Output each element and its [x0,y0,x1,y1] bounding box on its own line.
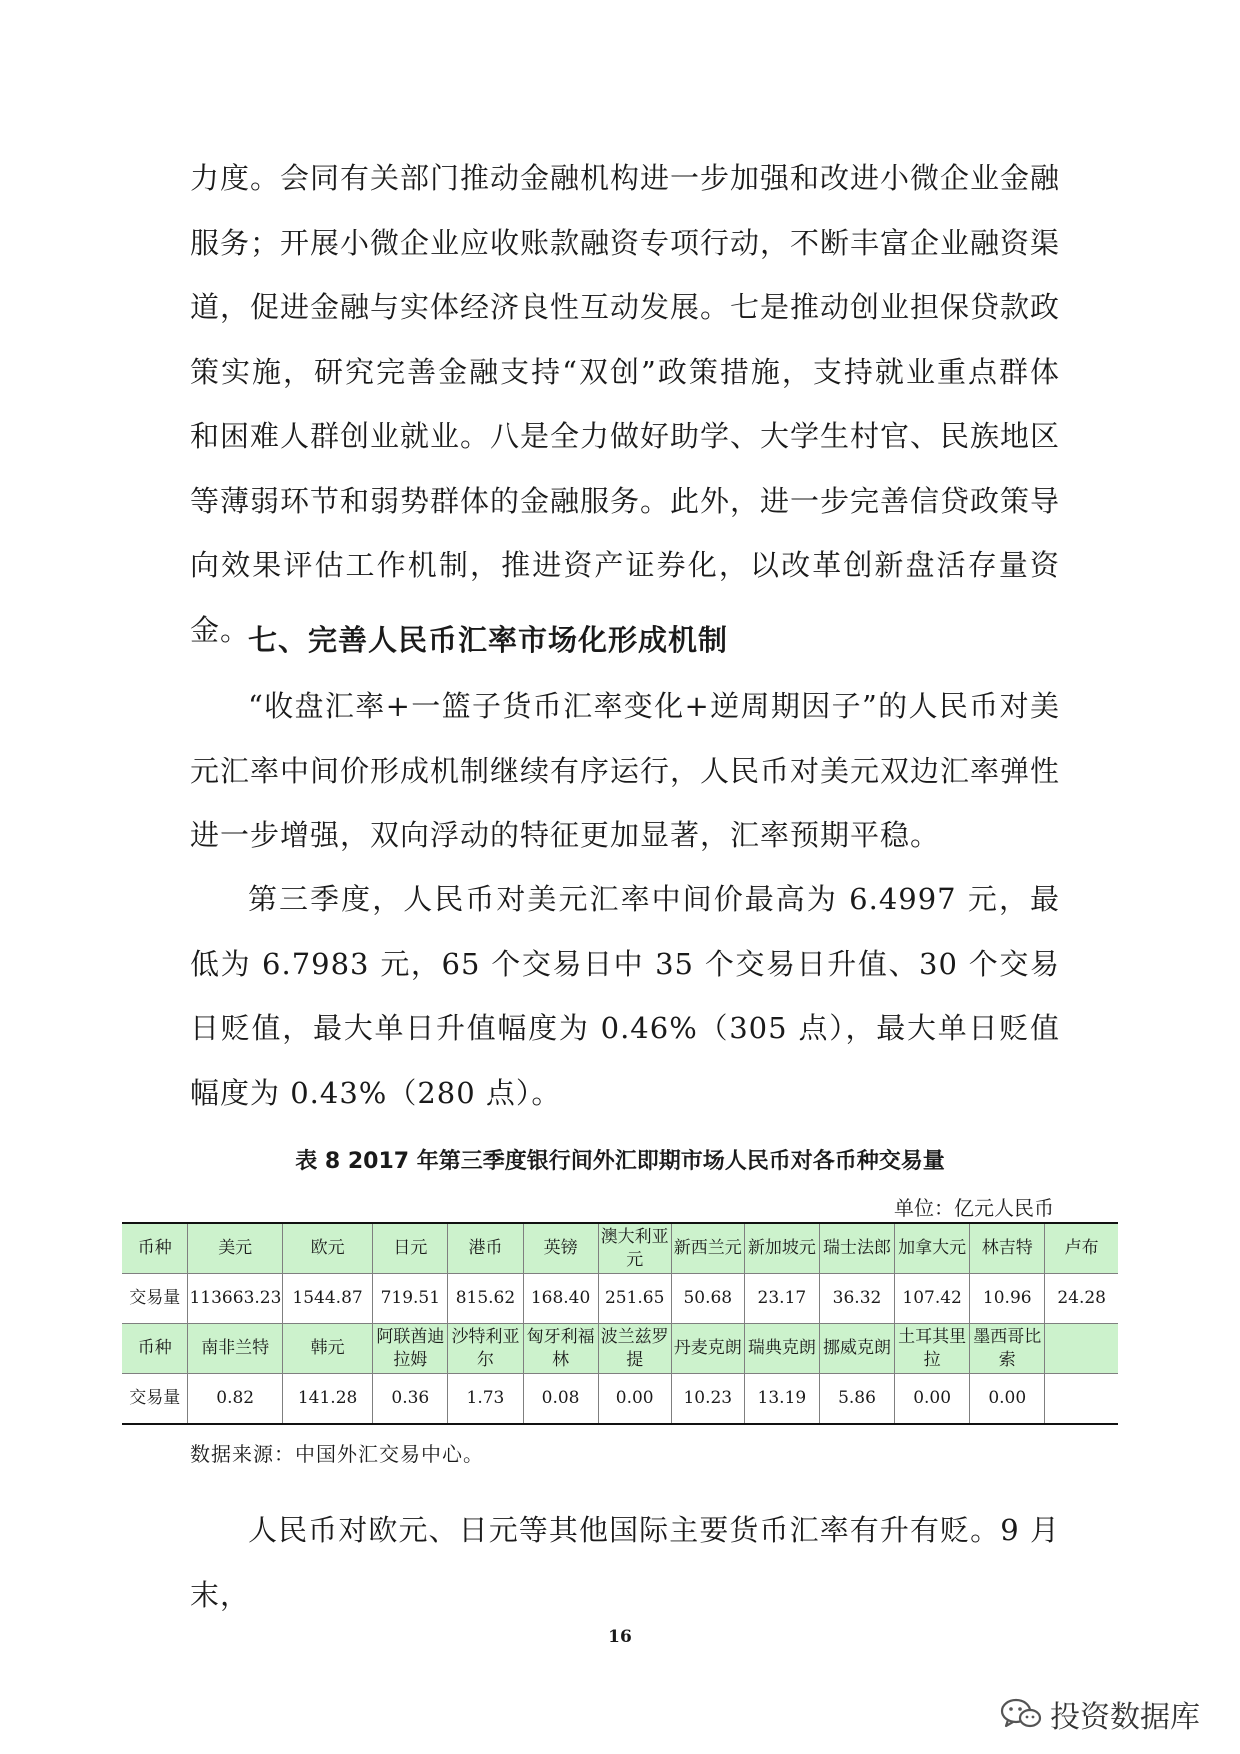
volume-cell: 23.17 [744,1274,819,1324]
currency-cell: 南非兰特 [188,1324,282,1374]
currency-cell: 匈牙利福林 [523,1324,598,1374]
page-number: 16 [608,1627,632,1647]
table-row-currency-2 [122,1324,1118,1374]
currency-cell: 港币 [448,1223,523,1274]
volume-cell: 10.23 [671,1374,744,1425]
row-label: 交易量 [122,1274,188,1324]
volume-cell: 141.28 [282,1374,372,1425]
row-label: 币种 [122,1223,188,1274]
paragraph-text: 第三季度，人民币对美元汇率中间价最高为 6.4997 元，最低为 6.7983 元，65 个交易日中 35 个交易日升值、30 个交易日贬值，最大单日升值幅度为 0.46%（305 点），最大单日贬值幅度为 0.43%（280 点）。 [190,882,1060,1110]
volume-cell: 0.08 [523,1374,598,1425]
watermark [1000,1692,1200,1736]
volume-cell: 1.73 [448,1374,523,1425]
currency-cell: 英镑 [523,1223,598,1274]
currency-cell: 卢布 [1045,1223,1118,1274]
currency-cell: 沙特利亚尔 [448,1324,523,1374]
volume-cell: 0.00 [598,1374,671,1425]
paragraph-q3-rates [190,867,1060,1125]
paragraph-other-currencies [190,1498,1060,1627]
volume-cell: 24.28 [1045,1274,1118,1324]
currency-cell: 澳大利亚元 [598,1223,671,1274]
currency-cell: 新加坡元 [744,1223,819,1274]
table-source-note: 数据来源：中国外汇交易中心。 [190,1442,484,1466]
table-row-volume-2 [122,1374,1118,1425]
currency-cell: 欧元 [282,1223,372,1274]
currency-cell: 波兰兹罗提 [598,1324,671,1374]
table-caption: 表 8 2017 年第三季度银行间外汇即期市场人民币对各币种交易量 [295,1149,945,1174]
currency-cell: 加拿大元 [895,1223,970,1274]
watermark-text: 投资数据库 [1050,1700,1200,1735]
paragraph-text: 力度。会同有关部门推动金融机构进一步加强和改进小微企业金融服务；开展小微企业应收账款融资专项行动，不断丰富企业融资渠道，促进金融与实体经济良性互动发展。七是推动创业担保贷款政策实施，研究完善金融支持“双创”政策措施，支持就业重点群体和困难人群创业就业。八是全力做好助学、大学生村官、民族地区等薄弱环节和弱势群体的金融服务。此外，进一步完善信贷政策导向效果评估工作机制，推进资产证券化，以改革创新盘活存量资金。 [190,161,1061,647]
table-row-volume-1 [122,1274,1118,1324]
paragraph-credit-policy [190,146,1060,662]
paragraph-text: “收盘汇率+一篮子货币汇率变化+逆周期因子”的人民币对美元汇率中间价形成机制继续有序运行，人民币对美元双边汇率弹性进一步增强，双向浮动的特征更加显著，汇率预期平稳。 [190,689,1061,852]
row-label: 交易量 [122,1374,188,1425]
volume-cell: 0.82 [188,1374,282,1425]
currency-cell [1045,1324,1118,1374]
currency-cell: 丹麦克朗 [671,1324,744,1374]
currency-cell: 瑞士法郎 [819,1223,894,1274]
currency-cell: 新西兰元 [671,1223,744,1274]
volume-cell: 719.51 [373,1274,448,1324]
volume-cell: 107.42 [895,1274,970,1324]
volume-cell: 10.96 [970,1274,1045,1324]
table-unit-label: 单位：亿元人民币 [894,1196,1054,1220]
currency-volume-table [122,1222,1118,1425]
paragraph-text: 人民币对欧元、日元等其他国际主要货币汇率有升有贬。9 月末， [190,1513,1060,1612]
volume-cell [1045,1374,1118,1425]
volume-cell: 5.86 [819,1374,894,1425]
volume-cell: 0.00 [970,1374,1045,1425]
wechat-icon [1000,1697,1042,1731]
volume-cell: 50.68 [671,1274,744,1324]
volume-cell: 251.65 [598,1274,671,1324]
volume-cell: 168.40 [523,1274,598,1324]
paragraph-exchange-mechanism [190,674,1060,868]
volume-cell: 0.36 [373,1374,448,1425]
currency-cell: 韩元 [282,1324,372,1374]
volume-cell: 815.62 [448,1274,523,1324]
currency-cell: 美元 [188,1223,282,1274]
table-row-currency-1 [122,1223,1118,1274]
volume-cell: 13.19 [744,1374,819,1425]
section-heading: 七、完善人民币汇率市场化形成机制 [248,623,729,657]
volume-cell: 0.00 [895,1374,970,1425]
currency-cell: 墨西哥比索 [970,1324,1045,1374]
currency-cell: 瑞典克朗 [744,1324,819,1374]
volume-cell: 36.32 [819,1274,894,1324]
volume-cell: 113663.23 [188,1274,282,1324]
currency-cell: 日元 [373,1223,448,1274]
currency-cell: 挪威克朗 [819,1324,894,1374]
volume-cell: 1544.87 [282,1274,372,1324]
row-label: 币种 [122,1324,188,1374]
currency-cell: 林吉特 [970,1223,1045,1274]
currency-cell: 土耳其里拉 [895,1324,970,1374]
currency-cell: 阿联酋迪拉姆 [373,1324,448,1374]
